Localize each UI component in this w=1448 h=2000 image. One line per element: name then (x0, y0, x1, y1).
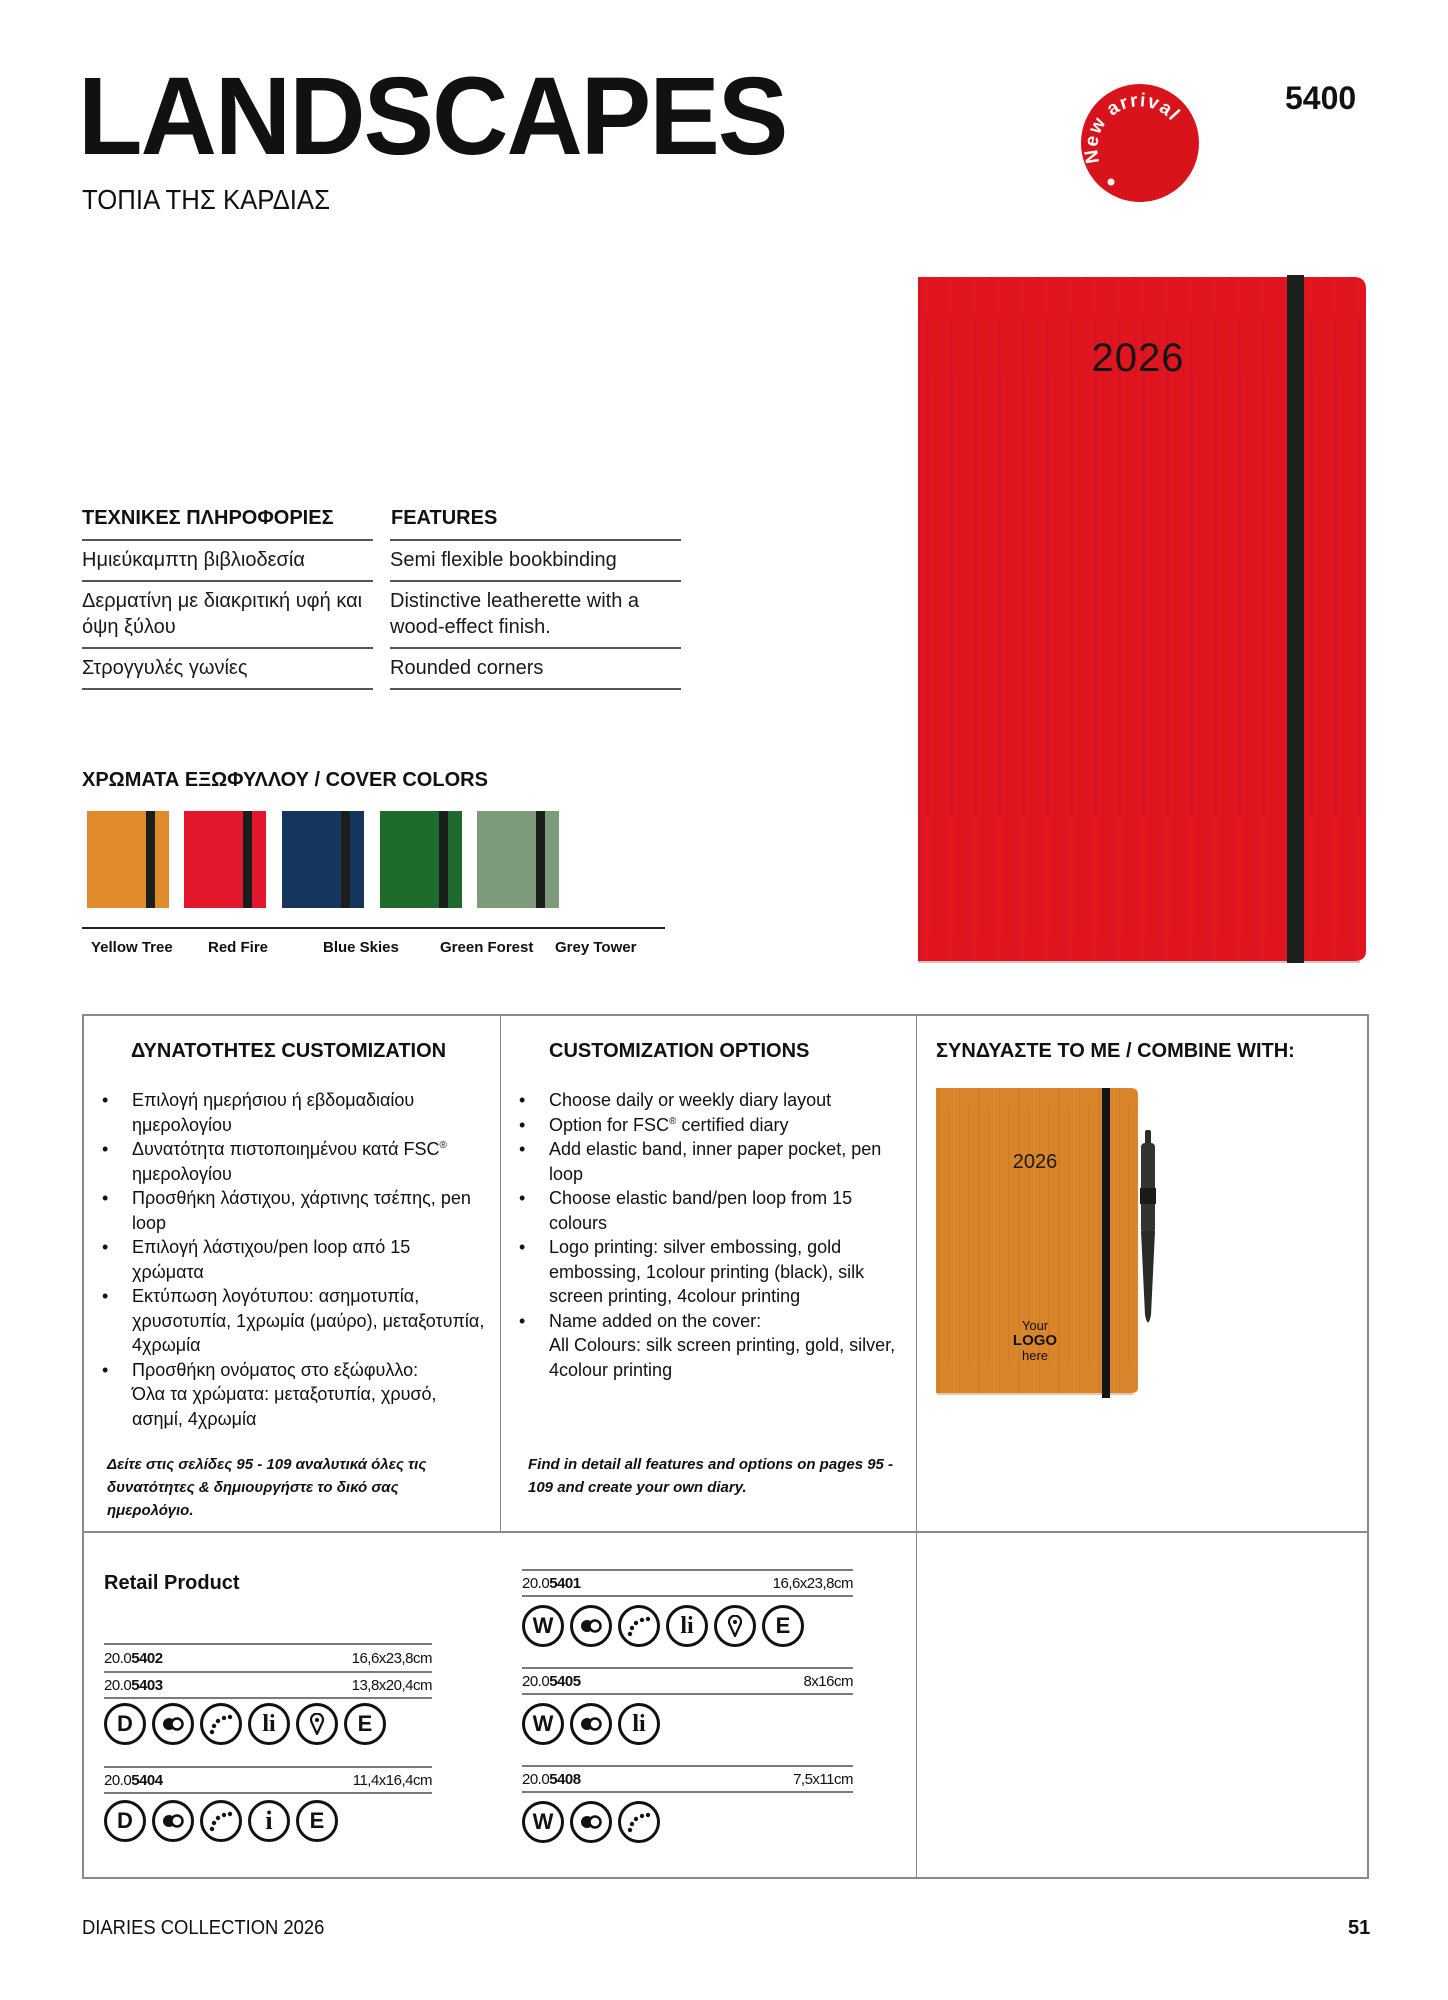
combine-diary-year: 2026 (1012, 1151, 1058, 1173)
color-swatch-label: Blue Skies (323, 939, 399, 956)
diary-cover-image (916, 275, 1368, 963)
product-code (522, 1771, 581, 1788)
specs-english-heading: FEATURES (391, 507, 498, 529)
list-item: • Logo printing: silver embossing, gold embossing, 1colour printing (black), silk screen printing, 4colour printing (519, 1237, 865, 1306)
info-icon: i (248, 1800, 290, 1842)
product-row (104, 1671, 432, 1699)
line-info-icon: li (248, 1703, 290, 1745)
list-item: • Add elastic band, inner paper pocket, pen loop (519, 1139, 882, 1184)
swatch-elastic-band (536, 811, 545, 908)
feature-icons (522, 1703, 853, 1745)
ribbon-dots-icon (618, 1801, 660, 1843)
diary-year: 2026 (1091, 336, 1185, 380)
cover-colors-heading: ΧΡΩΜΑΤΑ ΕΞΩΦΥΛΛΟΥ / COVER COLORS (82, 769, 488, 791)
color-swatch-label: Green Forest (440, 939, 534, 956)
english-icon: E (762, 1605, 804, 1647)
product-code-prefix: 20.0 (104, 1676, 132, 1694)
spec-row: Rounded corners (390, 647, 681, 690)
product-code-number: 5403 (131, 1676, 163, 1694)
feature-icons (522, 1801, 853, 1843)
list-item: • Επιλογή ημερήσιου ή εβδομαδιαίου ημερολογίου (102, 1090, 415, 1135)
product-size: 16,6x23,8cm (351, 1649, 432, 1667)
spec-row: Ημιεύκαμπτη βιβλιοδεσία (82, 539, 373, 580)
product-code-number: 5404 (131, 1771, 163, 1789)
product-row (104, 1643, 432, 1671)
spec-row: Δερματίνη με διακριτική υφή και όψη ξύλου (82, 580, 373, 647)
weekly-icon: W (522, 1605, 564, 1647)
elastic-band-icon (570, 1703, 612, 1745)
product-size: 13,8x20,4cm (351, 1676, 432, 1694)
product-row (522, 1765, 853, 1793)
spec-row: Distinctive leatherette with a wood-effect finish. (390, 580, 681, 647)
customization-english-note: Find in detail all features and options on pages 95 - 109 and create your own diary. (528, 1456, 894, 1496)
list-item: • Δυνατότητα πιστοποιημένου κατά FSC® ημερολογίου (102, 1139, 447, 1184)
map-pin-icon (296, 1703, 338, 1745)
product-code-number: 5408 (549, 1770, 581, 1788)
column-divider (500, 1015, 501, 1532)
badge-text: New arrival (1080, 90, 1185, 165)
ribbon-dots-icon (618, 1605, 660, 1647)
combine-diary-pen-image (935, 1085, 1165, 1405)
list-item: • Εκτύπωση λογότυπου: ασημοτυπία, χρυσοτυπία, 1χρωμία (μαύρο), μεταξοτυπία, 4χρωμία (102, 1286, 485, 1355)
daily-icon: D (104, 1703, 146, 1745)
product-code-number: 5401 (549, 1574, 581, 1592)
retail-left-list (104, 1643, 432, 1842)
line-info-icon: li (666, 1605, 708, 1647)
footer-collection: DIARIES COLLECTION 2026 (82, 1917, 325, 1939)
diary-elastic-band (1287, 275, 1304, 963)
product-code-prefix: 20.0 (522, 1574, 550, 1592)
color-swatch[interactable] (477, 811, 559, 908)
column-divider (916, 1015, 917, 1879)
product-code (104, 1677, 163, 1694)
page-number: 51 (1348, 1917, 1371, 1939)
product-size: 11,4x16,4cm (352, 1771, 432, 1789)
elastic-band-icon (570, 1801, 612, 1843)
ribbon-dots-icon (200, 1800, 242, 1842)
product-code-prefix: 20.0 (522, 1672, 550, 1690)
product-code (104, 1650, 163, 1667)
english-icon: E (344, 1703, 386, 1745)
swatch-elastic-band (146, 811, 155, 908)
ribbon-dots-icon (200, 1703, 242, 1745)
color-swatch[interactable] (282, 811, 364, 908)
swatch-divider (82, 927, 665, 929)
elastic-band-icon (570, 1605, 612, 1647)
retail-right-list (522, 1569, 853, 1843)
map-pin-icon (714, 1605, 756, 1647)
spec-row: Στρογγυλές γωνίες (82, 647, 373, 690)
page-subtitle: ΤΟΠΙΑ ΤΗΣ ΚΑΡΔΙΑΣ (82, 184, 331, 215)
customization-english-heading: CUSTOMIZATION OPTIONS (549, 1040, 810, 1062)
elastic-band-icon (152, 1800, 194, 1842)
product-code (522, 1673, 581, 1690)
product-size: 7,5x11cm (793, 1770, 853, 1788)
color-swatch[interactable] (380, 811, 462, 908)
elastic-band-icon (152, 1703, 194, 1745)
product-code-number: 5402 (131, 1649, 163, 1667)
list-item: • Επιλογή λάστιχου/pen loop από 15 χρώματα (102, 1237, 411, 1282)
pen-icon (1140, 1130, 1156, 1323)
specs-english-table (390, 539, 681, 690)
specs-greek-table (82, 539, 373, 690)
list-item: • Name added on the cover: All Colours: silk screen printing, gold, silver, 4colour printing (519, 1310, 896, 1380)
swatch-elastic-band (439, 811, 448, 908)
list-item: • Προσθήκη ονόματος στο εξώφυλλο: Όλα τα χρώματα: μεταξοτυπία, χρυσό, ασημί, 4χρωμία (102, 1359, 437, 1429)
list-item: • Option for FSC® certified diary (519, 1114, 789, 1135)
retail-heading: Retail Product (104, 1572, 240, 1594)
product-code-prefix: 20.0 (104, 1771, 132, 1789)
weekly-icon: W (522, 1801, 564, 1843)
product-size: 16,6x23,8cm (772, 1574, 853, 1592)
feature-icons (104, 1703, 432, 1745)
list-item: • Choose daily or weekly diary layout (519, 1090, 832, 1110)
combine-diary-band (1102, 1088, 1110, 1398)
color-swatch-label: Yellow Tree (91, 939, 173, 956)
combine-heading: ΣΥΝΔΥΑΣΤΕ ΤΟ ΜΕ / COMBINE WITH: (936, 1040, 1295, 1062)
product-row (522, 1569, 853, 1597)
logo-placeholder-line1: Your (1021, 1318, 1049, 1333)
product-code-prefix: 20.0 (104, 1649, 132, 1667)
specs-greek-heading: ΤΕΧΝΙΚΕΣ ΠΛΗΡΟΦΟΡΙΕΣ (82, 507, 334, 529)
section-divider (83, 1531, 1368, 1533)
product-code (104, 1772, 163, 1789)
color-swatch-label: Red Fire (208, 939, 269, 956)
page-title: LANDSCAPES (78, 55, 787, 178)
daily-icon: D (104, 1800, 146, 1842)
product-row (104, 1766, 432, 1794)
spec-row: Semi flexible bookbinding (390, 539, 681, 580)
product-size: 8x16cm (803, 1672, 853, 1690)
product-row (522, 1667, 853, 1695)
logo-placeholder-line3: here (1021, 1348, 1049, 1363)
product-code-prefix: 20.0 (522, 1770, 550, 1788)
list-item: • Προσθήκη λάστιχου, χάρτινης τσέπης, pen loop (102, 1188, 471, 1233)
customization-english-list (519, 1088, 899, 1382)
swatch-elastic-band (243, 811, 252, 908)
product-code: 5400 (1285, 80, 1357, 116)
feature-icons (522, 1605, 853, 1647)
customization-greek-note: Δείτε στις σελίδες 95 - 109 αναλυτικά όλες τις δυνατότητες & δημιουργήστε το δικό σας ημερολόγιο. (107, 1456, 427, 1519)
product-code-number: 5405 (549, 1672, 581, 1690)
customization-greek-list (102, 1088, 487, 1431)
feature-icons (104, 1800, 432, 1842)
weekly-icon: W (522, 1703, 564, 1745)
swatch-elastic-band (341, 811, 350, 908)
product-code (522, 1575, 581, 1592)
line-info-icon: li (618, 1703, 660, 1745)
list-item: • Choose elastic band/pen loop from 15 colours (519, 1188, 853, 1233)
color-swatch[interactable] (184, 811, 266, 908)
color-swatch-label: Grey Tower (555, 939, 637, 956)
logo-placeholder-line2: LOGO (1012, 1332, 1058, 1349)
new-arrival-badge (1080, 83, 1200, 203)
color-swatch[interactable] (87, 811, 169, 908)
english-icon: E (296, 1800, 338, 1842)
badge-dot (1108, 179, 1115, 186)
customization-greek-heading: ΔΥΝΑΤΟΤΗΤΕΣ CUSTOMIZATION (131, 1040, 447, 1062)
